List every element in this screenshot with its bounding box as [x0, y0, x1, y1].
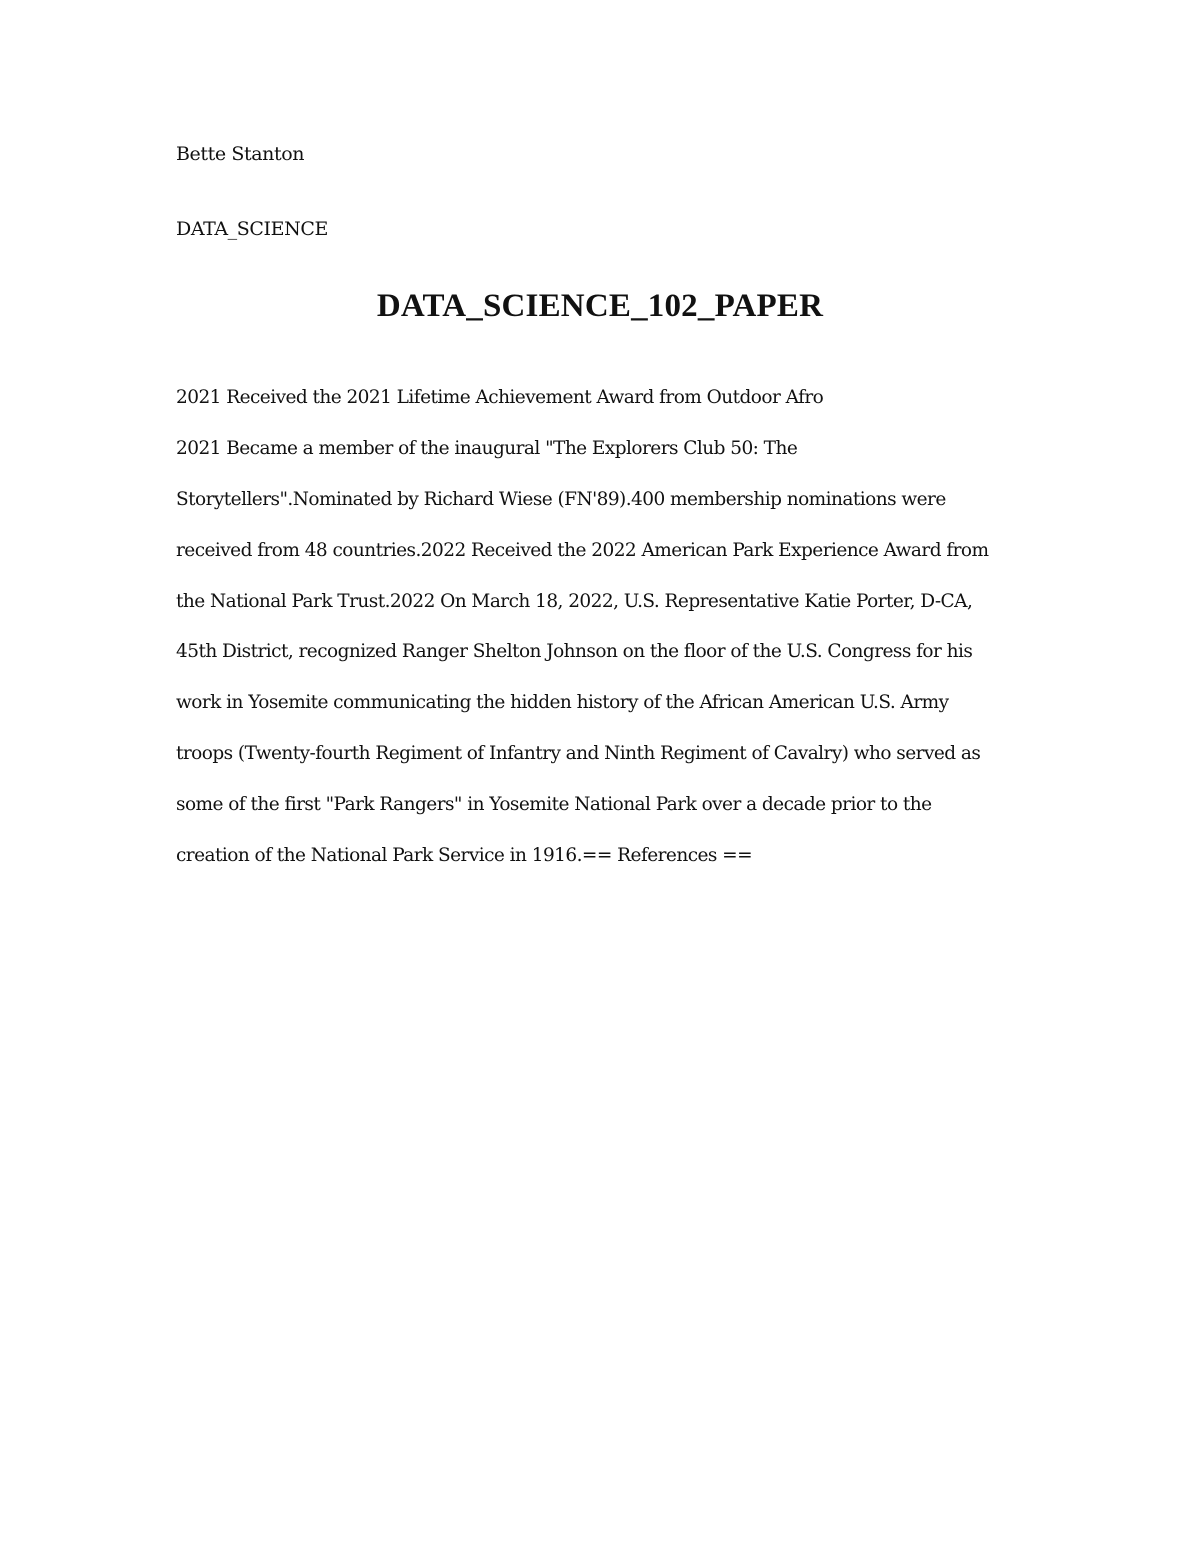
- body-line: 45th District, recognized Ranger Shelton Johnson on the floor of the U.S. Congress for his: [176, 641, 973, 662]
- body-line: troops (Twenty-fourth Regiment of Infantry and Ninth Regiment of Cavalry) who served as: [176, 743, 981, 764]
- body-line: received from 48 countries.2022 Received the 2022 American Park Experience Award from: [176, 540, 989, 561]
- body-line: the National Park Trust.2022 On March 18, 2022, U.S. Representative Katie Porter, D-CA,: [176, 591, 973, 612]
- body-line: 2021 Received the 2021 Lifetime Achievement Award from Outdoor Afro: [176, 387, 824, 408]
- body-line: Storytellers".Nominated by Richard Wiese (FN'89).400 membership nominations were: [176, 489, 946, 510]
- body-line: 2021 Became a member of the inaugural "The Explorers Club 50: The: [176, 438, 798, 459]
- body-line: work in Yosemite communicating the hidden history of the African American U.S. Army: [176, 692, 949, 713]
- course-name: DATA_SCIENCE: [176, 218, 328, 240]
- body-line: creation of the National Park Service in 1916.== References ==: [176, 845, 753, 866]
- author-name: Bette Stanton: [176, 143, 305, 165]
- paper-title: DATA_SCIENCE_102_PAPER: [376, 288, 824, 324]
- body-line: some of the first "Park Rangers" in Yosemite National Park over a decade prior to the: [176, 794, 932, 815]
